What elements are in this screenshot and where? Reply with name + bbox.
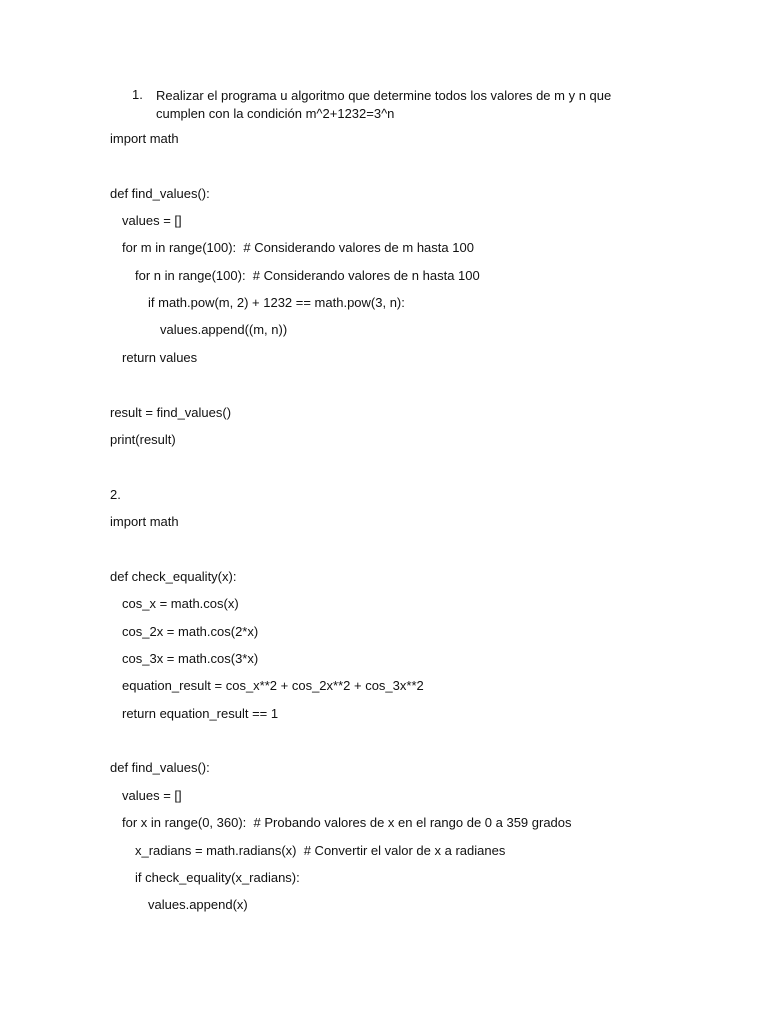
code-line: cos_x = math.cos(x) xyxy=(122,596,239,611)
code-line: import math xyxy=(110,131,179,146)
code-line: values = [] xyxy=(122,213,182,228)
problem-statement-1 xyxy=(156,87,636,123)
code-line: for n in range(100): # Considerando valores de n hasta 100 xyxy=(135,268,480,283)
code-line: x_radians = math.radians(x) # Convertir el valor de x a radianes xyxy=(135,843,506,858)
list-number-1: 1. xyxy=(132,87,143,102)
code-line: return values xyxy=(122,350,198,365)
code-line: import math xyxy=(110,514,179,529)
code-line: equation_result = cos_x**2 + cos_2x**2 + cos_3x**2 xyxy=(122,678,424,693)
code-line: values.append((m, n)) xyxy=(160,322,288,337)
code-line: def find_values(): xyxy=(110,186,210,201)
code-line: return equation_result == 1 xyxy=(122,706,279,721)
problem-line: cumplen con la condición m^2+1232=3^n xyxy=(156,106,395,121)
code-line: if check_equality(x_radians): xyxy=(135,870,300,885)
code-line: for x in range(0, 360): # Probando valores de x en el rango de 0 a 359 grados xyxy=(122,815,572,830)
code-line: values = [] xyxy=(122,788,182,803)
code-line: for m in range(100): # Considerando valores de m hasta 100 xyxy=(122,240,474,255)
code-line: values.append(x) xyxy=(148,897,248,912)
code-line: cos_2x = math.cos(2*x) xyxy=(122,624,259,639)
code-line: def find_values(): xyxy=(110,760,210,775)
code-line: def check_equality(x): xyxy=(110,569,237,584)
list-number-2: 2. xyxy=(110,487,121,502)
code-line: cos_3x = math.cos(3*x) xyxy=(122,651,259,666)
problem-line: Realizar el programa u algoritmo que determine todos los valores de m y n que xyxy=(156,88,612,103)
code-line: result = find_values() xyxy=(110,405,232,420)
code-line: if math.pow(m, 2) + 1232 == math.pow(3, n): xyxy=(148,295,405,310)
code-line: print(result) xyxy=(110,432,176,447)
